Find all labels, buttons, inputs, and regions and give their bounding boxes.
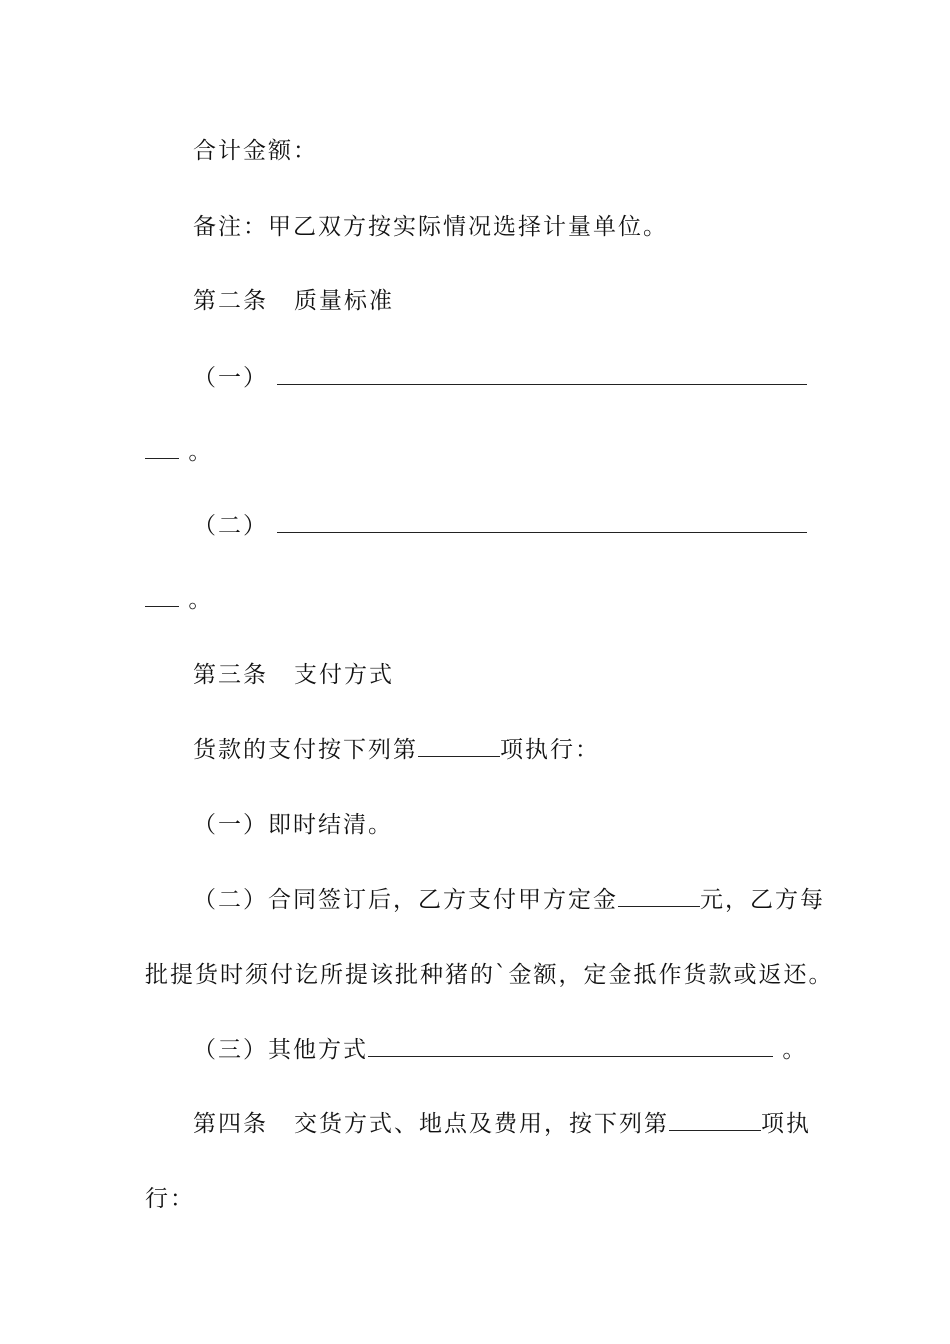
quality-item-2-label: （二）: [193, 513, 268, 539]
article-4-heading: [193, 1108, 811, 1139]
article-4-text-before: 交货方式、地点及费用，按下列第: [294, 1111, 669, 1137]
article-2-heading: [193, 286, 394, 316]
quality-item-1-blank: [277, 362, 807, 385]
payment-item-2: [193, 884, 825, 915]
payment-intro-before: 货款的支付按下列第: [193, 737, 418, 763]
delivery-item-blank: [669, 1108, 761, 1131]
quality-item-1: [193, 362, 807, 393]
payment-item-2-after: 元，乙方每: [700, 887, 825, 913]
total-amount-text: 合计金额：: [193, 138, 318, 164]
payment-item-2-cont-text: 批提货时须付讫所提该批种猪的`金额，定金抵作货款或返还。: [145, 962, 834, 988]
quality-item-1-end: 。: [188, 439, 214, 465]
note-paragraph: [193, 212, 668, 242]
quality-item-2: [193, 510, 807, 541]
payment-intro: [193, 734, 600, 765]
other-method-blank: [368, 1034, 773, 1057]
payment-item-2-continuation: [145, 960, 834, 990]
quality-item-2-end: 。: [188, 587, 214, 613]
payment-item-3-after: 。: [782, 1037, 808, 1063]
article-4-cont-text: 行：: [145, 1186, 195, 1212]
quality-item-2-blank-cont: [145, 584, 179, 607]
payment-item-3-before: （三）其他方式: [193, 1037, 368, 1063]
payment-item-2-before: （二）合同签订后，乙方支付甲方定金: [193, 887, 618, 913]
article-4-continuation: [145, 1184, 195, 1214]
article-3-number: 第三条: [193, 662, 268, 688]
article-2-title: 质量标准: [294, 288, 394, 314]
article-3-heading: [193, 660, 394, 690]
payment-item-1-text: （一）即时结清。: [193, 812, 393, 838]
quality-item-1-continuation: [145, 436, 213, 467]
payment-item-1: [193, 810, 393, 840]
note-text: 备注：甲乙双方按实际情况选择计量单位。: [193, 214, 668, 240]
quality-item-2-continuation: [145, 584, 213, 615]
payment-intro-blank: [418, 734, 500, 757]
article-4-text-after: 项执: [761, 1111, 811, 1137]
payment-item-3: [193, 1034, 807, 1065]
quality-item-1-blank-cont: [145, 436, 179, 459]
quality-item-1-label: （一）: [193, 365, 268, 391]
article-3-title: 支付方式: [294, 662, 394, 688]
article-4-number: 第四条: [193, 1111, 268, 1137]
article-2-number: 第二条: [193, 288, 268, 314]
total-amount-label: [193, 136, 318, 166]
payment-intro-after: 项执行：: [500, 737, 600, 763]
quality-item-2-blank: [277, 510, 807, 533]
deposit-amount-blank: [618, 884, 700, 907]
